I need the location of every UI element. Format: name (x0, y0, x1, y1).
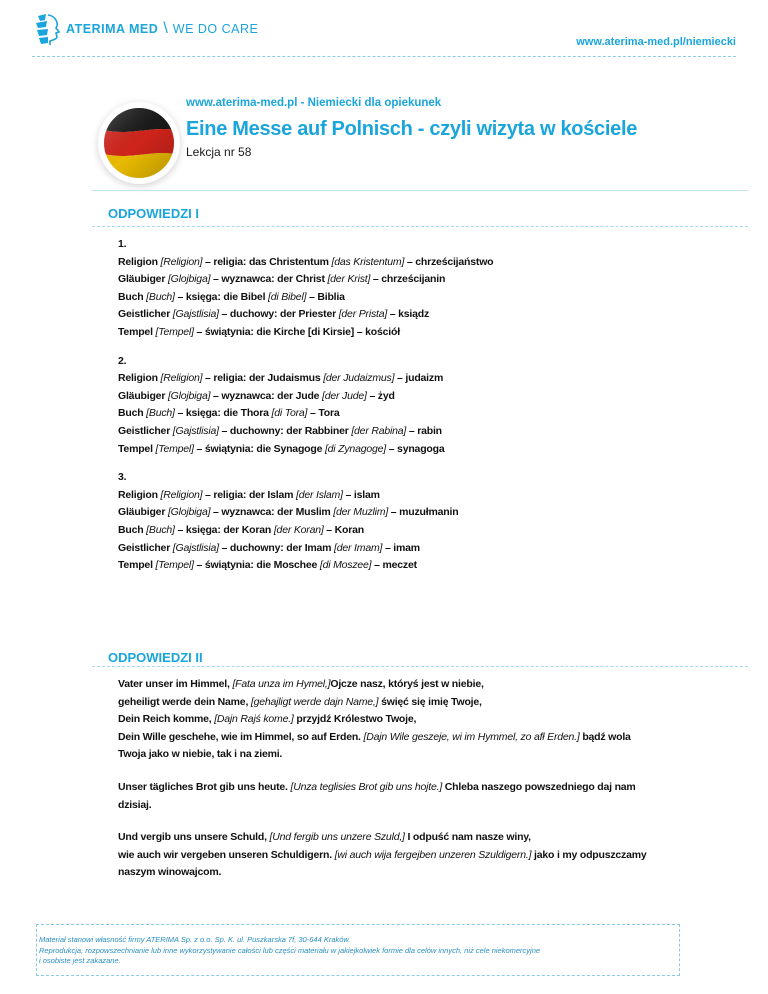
answer-group-number: 1. (118, 238, 127, 250)
section-2-divider (92, 666, 748, 667)
translation-text: – religia: das Christentum (202, 255, 332, 268)
prayer-paragraph-2 (118, 779, 678, 814)
german-word: Buch (118, 290, 147, 303)
pronunciation: [wi auch wija fergejben unzeren Szuldigern.] (334, 848, 532, 861)
translation-text: – synagoga (385, 442, 445, 455)
brand-name: ATERIMA MED (66, 22, 159, 36)
german-word: Buch (118, 407, 147, 420)
polish-text: bądź wola (579, 730, 631, 743)
translation-text: – duchowy: der Priester (218, 308, 339, 321)
polish-text: przyjdź Królestwo Twoje, (293, 713, 417, 726)
pronunciation: [Buch] (146, 407, 175, 420)
translation-text: – księga: die Bibel (174, 290, 269, 303)
pronunciation: [Buch] (146, 290, 175, 303)
german-word: Gläubiger (118, 389, 168, 402)
section-1-divider (92, 226, 748, 227)
answer-line (118, 324, 493, 342)
translation-text: – księga: der Koran (174, 523, 274, 536)
translation-text: – chrześcijanin (370, 273, 446, 286)
pronunciation: [di Tora] (271, 407, 308, 420)
answer-line (118, 540, 493, 558)
translation-text: – islam (342, 488, 380, 501)
header-divider (32, 56, 736, 57)
answer-group-number: 3. (118, 471, 127, 484)
copyright-footer (36, 924, 680, 976)
polish-text: święć się imię Twoje, (378, 695, 482, 708)
answer-line (118, 557, 493, 575)
german-word: Religion (118, 488, 161, 501)
header-url-link[interactable]: www.aterima-med.pl/niemiecki (576, 36, 736, 48)
translation-text: – meczet (371, 559, 417, 572)
page-header (0, 0, 768, 60)
answer-line (118, 405, 493, 423)
translation-text: – religia: der Judaismus (202, 372, 324, 385)
brand-separator: \ (163, 20, 168, 37)
translation-text: – judaizm (394, 372, 444, 385)
pronunciation: [gehajligt werde dajn Name,] (250, 695, 379, 708)
polish-text: Ojcze nasz, któryś jest w niebie, (330, 678, 484, 690)
pronunciation: [di Moszee] (319, 559, 372, 572)
pronunciation: [der Muzlim] (333, 506, 389, 519)
pronunciation: [Und fergib uns unzere Szuld,] (269, 831, 405, 844)
translation-text: – imam (382, 541, 420, 554)
brand-tagline: WE DO CARE (172, 22, 259, 36)
translation-text: – świątynia: die Kirche [di Kirsie] – kościół (193, 325, 400, 338)
aterima-logo[interactable] (32, 12, 258, 46)
lesson-divider (92, 190, 748, 191)
german-word: Religion (118, 372, 161, 385)
pronunciation: [das Kristentum] (331, 255, 405, 268)
answer-line (118, 271, 493, 289)
translation-text: – wyznawca: der Christ (210, 273, 328, 286)
footer-line-3: i osobiste jest zakazane. (39, 956, 121, 965)
footer-line-2: Reprodukcja, rozpowszechnianie lub inne wykorzystywanie całości lub części materiału w jakiejkolwiek formie dla celów innych, niż cele niekomercyjne (39, 945, 541, 955)
translation-text: – księga: die Thora (174, 407, 272, 420)
german-text: Vater unser im Himmel, (118, 678, 233, 690)
pronunciation: [Religion] (160, 255, 203, 268)
german-word: Geistlicher (118, 308, 173, 321)
german-word: Buch (118, 523, 147, 536)
german-word: Geistlicher (118, 541, 173, 554)
answer-group-2 (118, 353, 493, 459)
pronunciation: [der Krist] (327, 273, 371, 286)
answer-groups (118, 236, 493, 575)
pronunciation: [Gajstlisia] (172, 308, 219, 321)
answer-group-3 (118, 469, 493, 575)
pronunciation: [der Prista] (338, 308, 388, 321)
pronunciation: [der Imam] (334, 541, 383, 554)
german-word: Tempel (118, 559, 156, 572)
pronunciation: [Glojbiga] (167, 506, 211, 519)
translation-text: – żyd (366, 389, 395, 402)
pronunciation: [Gajstlisia] (172, 541, 219, 554)
answer-line (118, 441, 493, 459)
lords-prayer-text (118, 676, 678, 897)
translation-text: – duchowny: der Imam (218, 541, 335, 554)
pronunciation: [Religion] (160, 488, 203, 501)
pronunciation: [Tempel] (155, 559, 194, 572)
footer-line-1: Materiał stanowi własność firmy ATERIMA Sp. z o.o. Sp. K. ul. Puszkarska 7f, 30-644 Kraków. (39, 935, 351, 944)
german-text: Unser tägliches Brot gib uns heute. (118, 780, 291, 793)
lesson-number: Lekcja nr 58 (186, 145, 252, 159)
section-1-answers (118, 236, 493, 586)
lesson-title: Eine Messe auf Polnisch - czyli wizyta w kościele (186, 118, 638, 140)
answer-line (118, 289, 493, 307)
translation-text: – duchowny: der Rabbiner (218, 424, 352, 437)
pronunciation: [der Rabina] (351, 424, 407, 437)
pronunciation: [Tempel] (155, 325, 194, 338)
german-flag-icon (104, 108, 174, 178)
german-text: Dein Wille geschehe, wie im Himmel, so auf Erden. (118, 730, 364, 743)
polish-text: jako i my odpuszczamy (531, 848, 647, 861)
german-word: Religion (118, 255, 161, 268)
woman-profile-logo-icon (32, 12, 62, 46)
translation-text: – wyznawca: der Jude (210, 389, 323, 402)
answer-line (118, 423, 493, 441)
translation-text: – ksiądz (387, 308, 430, 321)
pronunciation: [di Zynagoge] (324, 442, 386, 455)
translation-text: – Koran (323, 523, 365, 536)
german-text: Und vergib uns unsere Schuld, (118, 831, 270, 844)
pronunciation: [Tempel] (155, 442, 194, 455)
section-1-title: ODPOWIEDZI I (108, 206, 199, 221)
pronunciation: [Glojbiga] (167, 389, 211, 402)
pronunciation: [Unza teglisies Brot gib uns hojte.] (290, 780, 443, 793)
pronunciation: [der Koran] (273, 523, 324, 536)
german-text: wie auch wir vergeben unseren Schuldigern. (118, 848, 335, 861)
pronunciation: [Dajn Rajś kome.] (214, 713, 294, 726)
pronunciation: [der Islam] (295, 488, 343, 501)
translation-text: – rabin (406, 424, 442, 437)
answer-line (118, 388, 493, 406)
german-text: Twoja jako w niebie, tak i na ziemi. (118, 748, 283, 761)
answer-line (118, 487, 493, 505)
german-word: Gläubiger (118, 273, 168, 286)
german-text: naszym winowajcom. (118, 866, 222, 879)
prayer-paragraph-3 (118, 829, 678, 882)
prayer-paragraph-1 (118, 676, 678, 764)
translation-text: – chrześcijaństwo (404, 255, 494, 268)
pronunciation: [Buch] (146, 523, 175, 536)
translation-text: – muzułmanin (388, 506, 459, 519)
pronunciation: [Gajstlisia] (172, 424, 219, 437)
german-word: Tempel (118, 325, 156, 338)
lesson-site-line: www.aterima-med.pl - Niemiecki dla opiekunek (186, 97, 442, 109)
answer-line (118, 522, 493, 540)
translation-text: – świątynia: die Moschee (193, 559, 320, 572)
german-text: Dein Reich komme, (118, 713, 215, 726)
answer-group-number: 2. (118, 354, 127, 367)
german-text: geheiligt werde dein Name, (118, 695, 251, 708)
answer-line (118, 306, 493, 324)
german-word: Geistlicher (118, 424, 173, 437)
section-2-title: ODPOWIEDZI II (108, 650, 203, 665)
german-text: dzisiaj. (118, 798, 152, 811)
pronunciation: [der Judaizmus] (323, 372, 395, 385)
pronunciation: [Dajn Wile geszeje, wi im Hymmel, zo afł Erden.] (363, 730, 580, 743)
answer-line (118, 254, 493, 272)
pronunciation: [Glojbiga] (167, 273, 211, 286)
answer-line (118, 504, 493, 522)
translation-text: – Biblia (306, 290, 345, 303)
polish-text: I odpuść nam nasze winy, (404, 831, 531, 844)
german-word: Tempel (118, 442, 156, 455)
translation-text: – wyznawca: der Muslim (210, 506, 334, 519)
polish-text: Chleba naszego powszedniego daj nam (442, 780, 636, 793)
translation-text: – świątynia: die Synagoge (193, 442, 325, 455)
translation-text: – Tora (307, 407, 340, 420)
pronunciation: [Religion] (160, 372, 203, 385)
pronunciation: [Fata unza im Hymel,] (232, 678, 331, 690)
answer-line (118, 370, 493, 388)
pronunciation: [der Jude] (322, 389, 367, 402)
translation-text: – religia: der Islam (202, 488, 296, 501)
german-word: Gläubiger (118, 506, 168, 519)
answer-group-1 (118, 236, 493, 342)
pronunciation: [di Bibel] (268, 290, 307, 303)
